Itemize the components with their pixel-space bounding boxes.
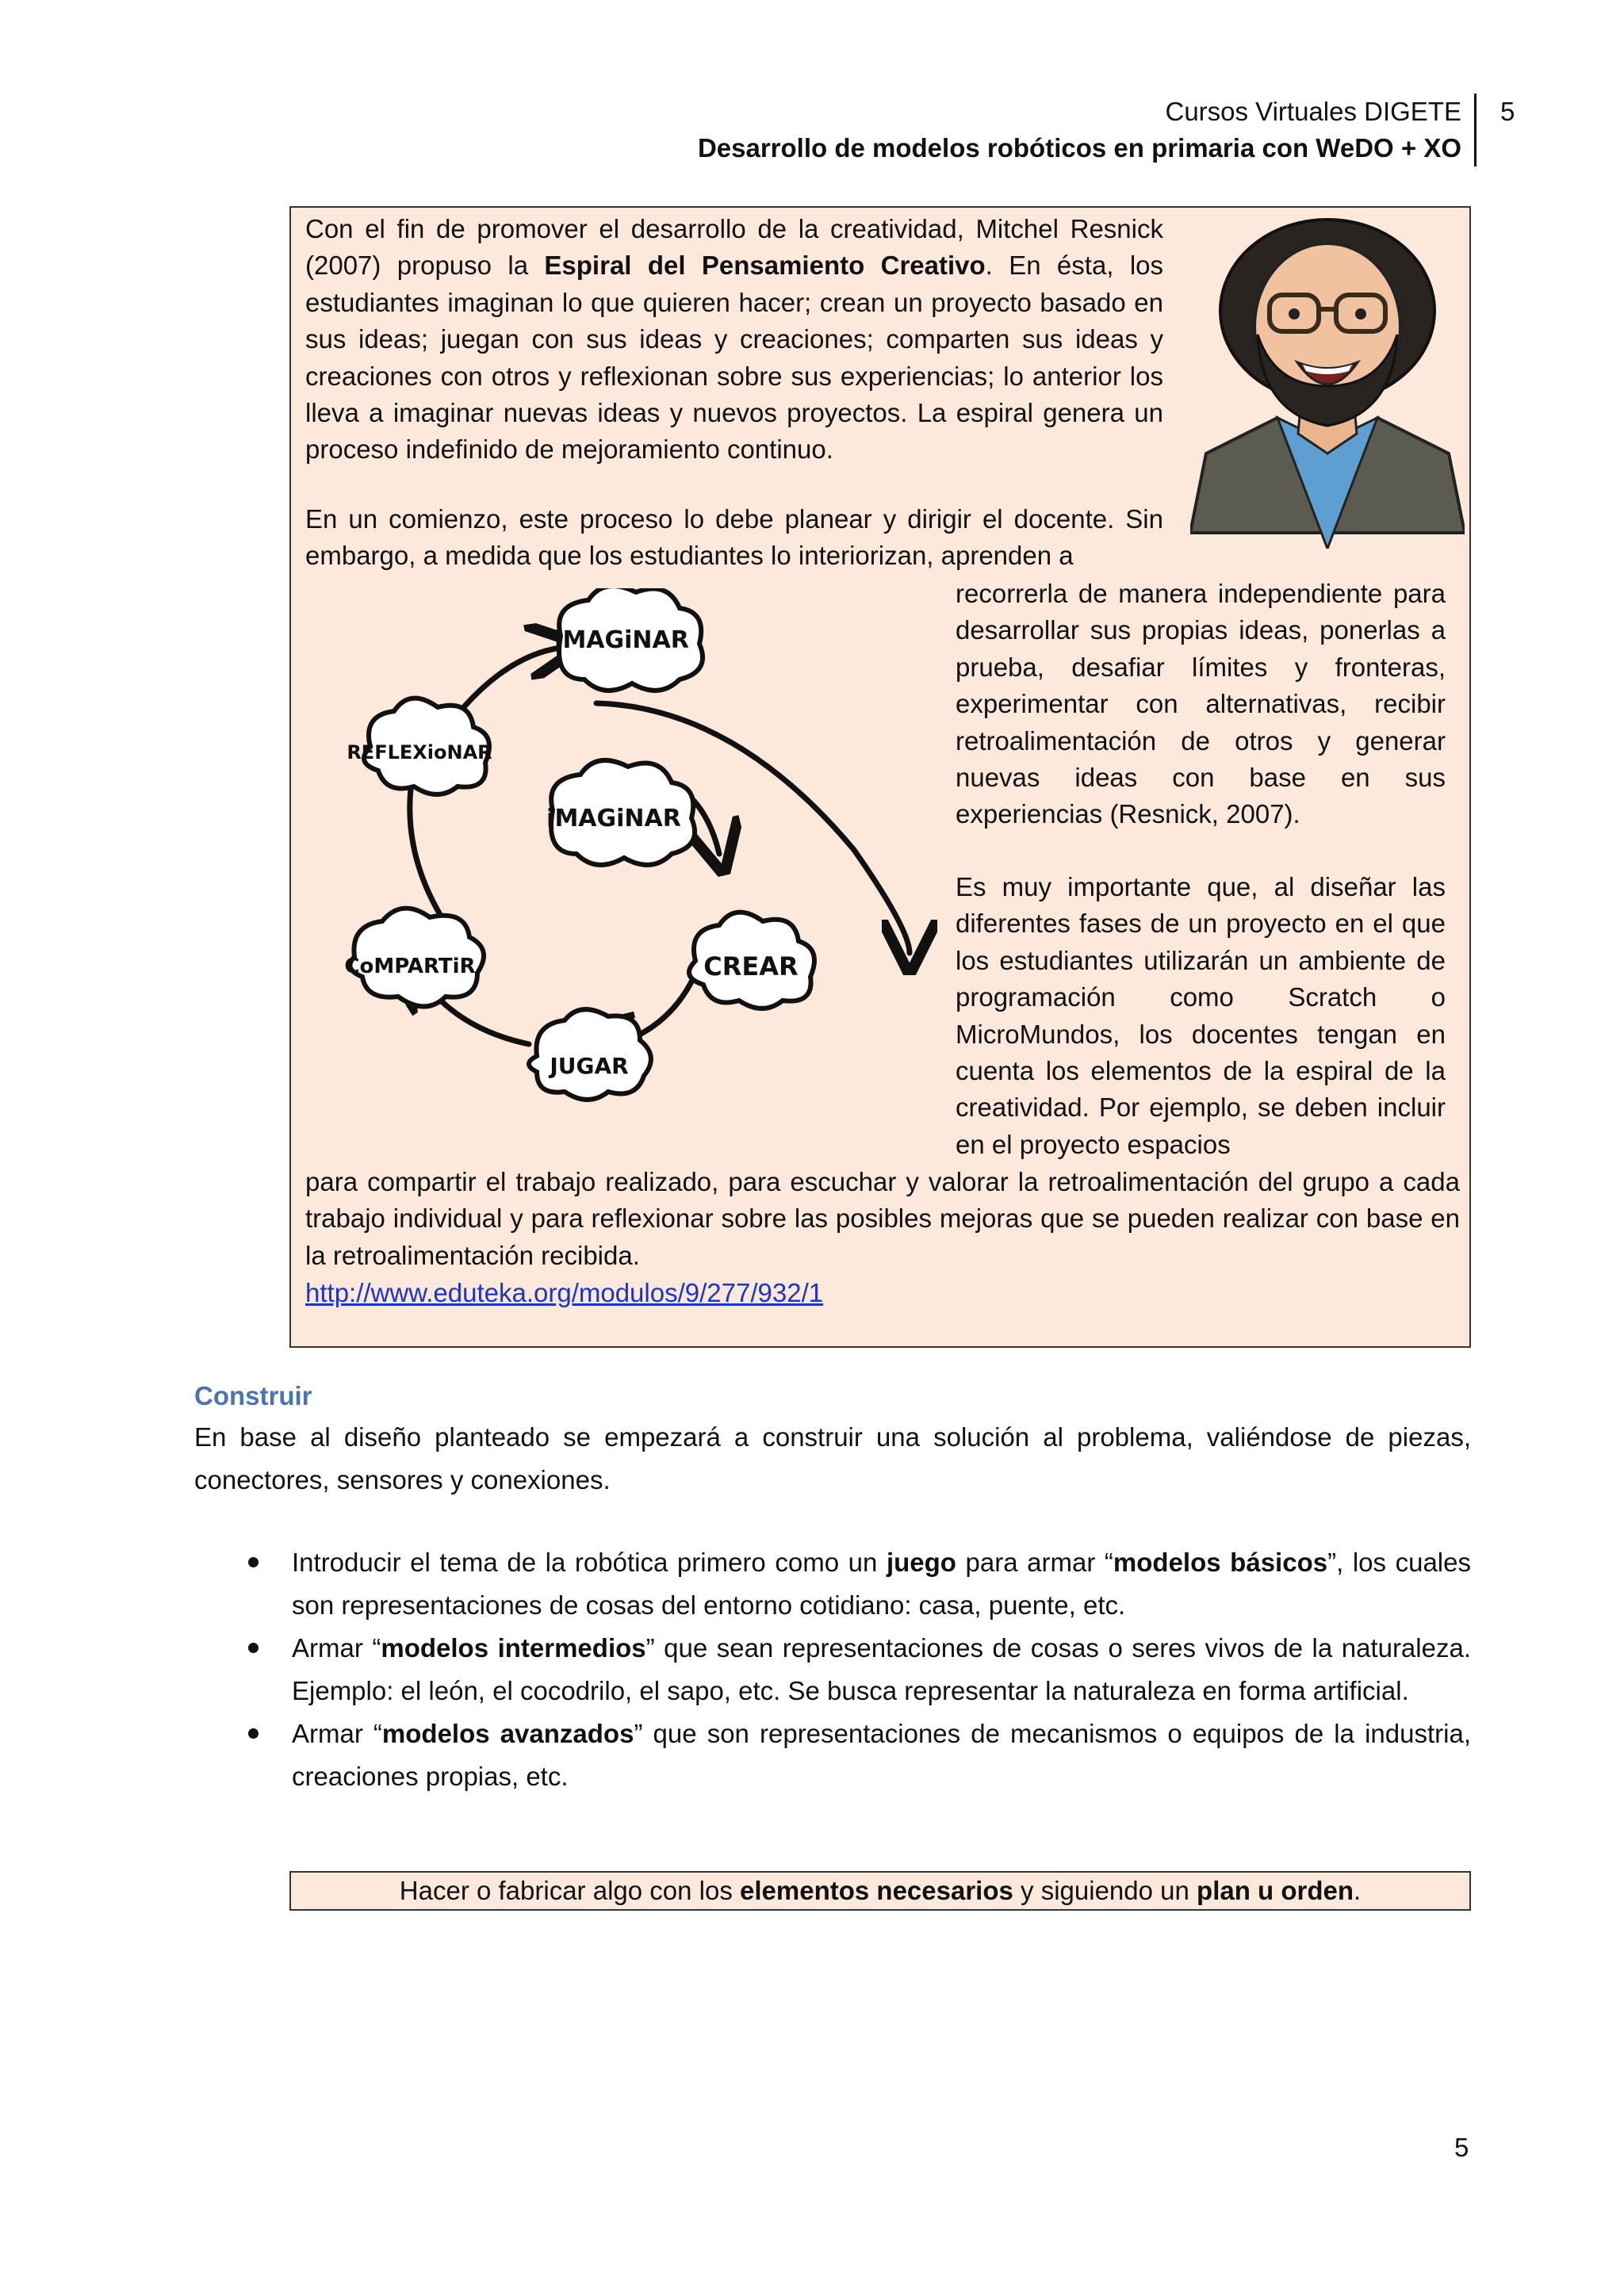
header-course: Cursos Virtuales DIGETE — [1165, 97, 1461, 126]
box-paragraph-4: Es muy importante que, al diseñar las diferentes fases de un proyecto en el que los estudiantes utilizarán un ambiente de programación como Scratch o MicroMundos, los docentes tengan en cuenta los elementos de la espiral de la creatividad. Por ejemplo, se deben incluir en el proyecto espacios — [956, 872, 1446, 1159]
header-title: Desarrollo de modelos robóticos en primaria con WeDO + XO — [697, 133, 1461, 163]
text-run: Hacer o fabricar algo con los — [399, 1876, 741, 1905]
bullet-dot-icon — [248, 1557, 259, 1567]
bold-term: juego — [886, 1548, 956, 1577]
box-paragraph-1 — [305, 211, 1163, 469]
box-paragraph-5: para compartir el trabajo realizado, para escuchar y valorar la retroalimentación del grupo a cada trabajo individual y para reflexionar sobre las posibles mejoras que se pueden realizar con base en la retroalimentación recibida. — [305, 1167, 1460, 1270]
eduteka-link[interactable]: http://www.eduteka.org/modulos/9/277/932/1 — [305, 1278, 824, 1307]
list-item — [194, 1712, 1471, 1798]
bold-term: modelos intermedios — [381, 1633, 646, 1663]
definition-box — [289, 1871, 1471, 1911]
spiral-label-compartir: CoMPARTiR — [344, 955, 476, 978]
text-run: Armar “ — [292, 1719, 382, 1748]
text-run: . — [1354, 1876, 1362, 1905]
models-bullet-list — [194, 1541, 1471, 1798]
resnick-info-box — [289, 206, 1471, 1348]
text-run: ” que sean representaciones de cosas o seres vivos de la naturaleza. Ejemplo: el león, el cocodrilo, el sapo, etc. Se busca representar la naturaleza en forma artificial. — [292, 1633, 1471, 1705]
spiral-label-jugar: JUGAR — [550, 1053, 629, 1079]
text-run: Con el fin de promover el desarrollo de la creatividad, Mitchel Resnick (2007) propuso la — [305, 214, 1163, 281]
spiral-label-reflexionar: REFLEXioNAR — [347, 741, 492, 763]
bullet-dot-icon — [248, 1728, 259, 1739]
page-number: 5 — [1454, 2133, 1469, 2162]
text-run: ” que son representaciones de mecanismos o equipos de la industria, creaciones propias, etc. — [292, 1719, 1471, 1791]
list-item — [194, 1541, 1471, 1627]
bold-term: modelos avanzados — [381, 1719, 634, 1748]
spiral-label-imaginar-top: iMAGiNAR — [554, 626, 689, 654]
text-run: Armar “ — [292, 1633, 381, 1663]
text-run: para armar “ — [956, 1548, 1113, 1577]
resnick-portrait-illustration — [1190, 216, 1465, 549]
spiral-label-crear: CREAR — [703, 951, 799, 982]
creative-spiral-diagram — [323, 588, 941, 1159]
box-paragraph-3: recorrerla de manera independiente para desarrollar sus propias ideas, ponerlas a prueba, desafiar límites y fronteras, experimentar con alternativas, recibir retroalimentación de otros y generar nuevas ideas con base en sus experiencias (Resnick, 2007). — [956, 579, 1446, 829]
section-title-construir: Construir — [194, 1381, 312, 1410]
text-run: y siguiendo un — [1013, 1876, 1197, 1905]
spiral-label-imaginar-center: iMAGiNAR — [546, 805, 681, 832]
section-intro: En base al diseño planteado se empezará a construir una solución al problema, valiéndose de piezas, conectores, sensores y conexiones. — [194, 1422, 1471, 1494]
text-run: ”, los cuales son representaciones de cosas del entorno cotidiano: casa, puente, etc. — [292, 1548, 1471, 1620]
page-header — [698, 94, 1477, 166]
bold-term: modelos básicos — [1113, 1548, 1328, 1577]
text-run: . En ésta, los estudiantes imaginan lo que quieren hacer; crean un proyecto basado en sus ideas; juegan con sus ideas y creaciones; comparten sus ideas y creaciones con otros y reflexionan sobre sus experiencias; lo anterior los lleva a imaginar nuevas ideas y nuevos proyectos. La espiral genera un proceso indefinido de mejoramiento continuo. — [305, 251, 1164, 465]
header-page-number: 5 — [1500, 97, 1515, 126]
bold-term: plan u orden — [1197, 1876, 1354, 1905]
list-item — [194, 1627, 1471, 1712]
bold-term: elementos necesarios — [740, 1876, 1013, 1905]
bold-term: Espiral del Pensamiento Creativo — [544, 251, 986, 281]
bullet-dot-icon — [248, 1643, 259, 1653]
text-run: Introducir el tema de la robótica primero como un — [292, 1548, 887, 1577]
box-paragraph-2: En un comienzo, este proceso lo debe planear y dirigir el docente. Sin embargo, a medida que los estudiantes lo interiorizan, aprenden a — [305, 504, 1163, 571]
